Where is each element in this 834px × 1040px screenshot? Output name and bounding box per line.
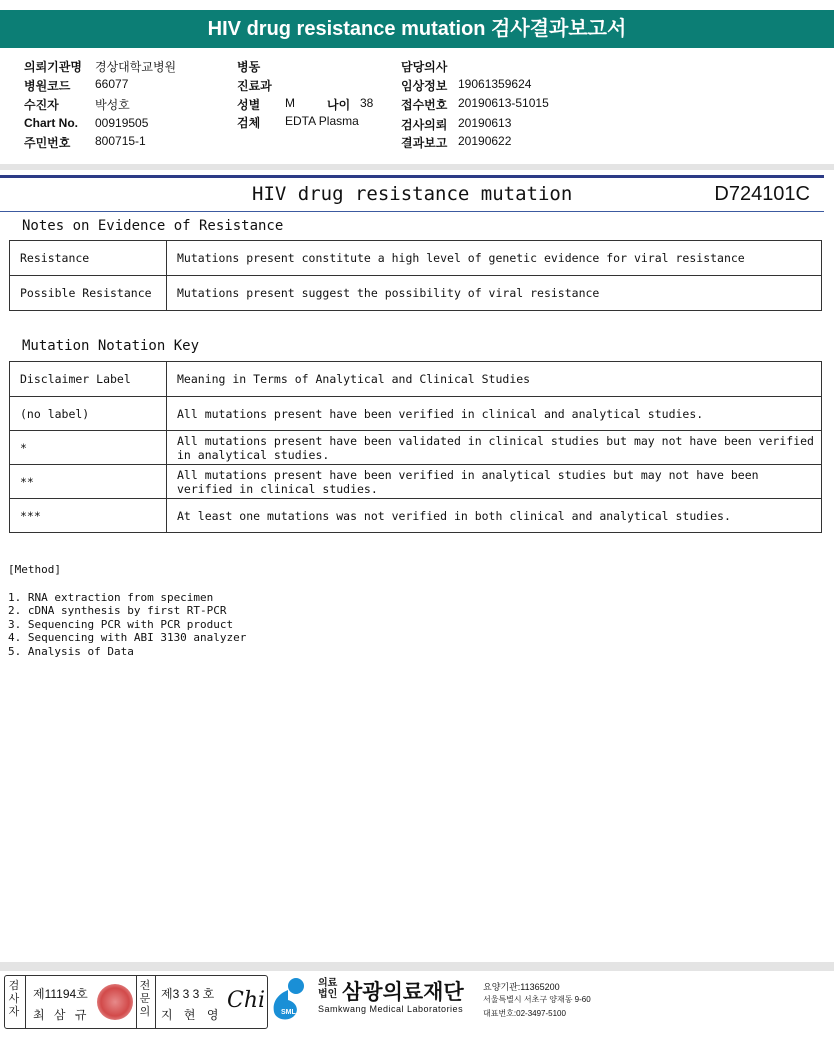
ward-label: 병동 xyxy=(237,60,261,74)
evidence-text-cell: Mutations present constitute a high level of genetic evidence for viral resistance xyxy=(167,241,822,276)
table-row xyxy=(10,276,822,311)
footer-divider xyxy=(0,962,834,971)
notation-label-cell: ** xyxy=(10,465,167,499)
institution-value: 경상대학교병원 xyxy=(95,60,177,74)
receipt-no-value: 20190613-51015 xyxy=(458,96,549,110)
examiner-license: 제11194호 xyxy=(33,987,88,1001)
examiner-name: 최 삼 규 xyxy=(33,1008,90,1022)
signature-box xyxy=(4,975,268,1029)
evidence-label-cell: Possible Resistance xyxy=(10,276,167,311)
org-name: 삼광의료재단 xyxy=(342,981,464,1004)
patient-info-block xyxy=(0,50,834,165)
org-address: 서울특별시 서초구 양재동 9-60 xyxy=(483,995,591,1004)
age-value: 38 xyxy=(360,96,374,110)
method-step: 1. RNA extraction from specimen xyxy=(8,590,214,604)
specimen-label: 검체 xyxy=(237,116,261,130)
examiner-label: 검사자 xyxy=(8,980,20,1018)
title-underline xyxy=(0,211,824,212)
evidence-label-cell: Resistance xyxy=(10,241,167,276)
sex-label: 성별 xyxy=(237,98,261,112)
divider xyxy=(25,976,26,1028)
hospital-code-value: 66077 xyxy=(95,77,129,91)
hospital-code-label: 병원코드 xyxy=(24,79,71,93)
table-row xyxy=(10,362,822,397)
specialist-license: 제3 3 3 호 xyxy=(161,987,215,1001)
resident-no-value: 800715-1 xyxy=(95,134,146,148)
department-label: 진료과 xyxy=(237,79,272,93)
clinical-info-value: 19061359624 xyxy=(458,77,532,91)
org-english-name: Samkwang Medical Laboratories xyxy=(318,1004,464,1014)
physician-label: 담당의사 xyxy=(401,60,448,74)
divider xyxy=(136,976,137,1028)
sml-logo-icon xyxy=(268,976,308,1022)
notation-text-cell: At least one mutations was not verified in both clinical and analytical studies. xyxy=(167,499,822,533)
patient-name-value: 박성호 xyxy=(95,98,130,112)
requested-value: 20190613 xyxy=(458,116,512,130)
signature-mark: Chi xyxy=(227,988,266,1013)
method-step: 3. Sequencing PCR with PCR product xyxy=(8,617,234,631)
reported-value: 20190622 xyxy=(458,134,512,148)
age-label: 나이 xyxy=(327,98,351,112)
report-code: D724101C xyxy=(714,183,810,205)
org-code: 요양기관:11365200 xyxy=(483,982,560,992)
notation-label-cell: Disclaimer Label xyxy=(10,362,167,397)
table-row xyxy=(10,465,822,499)
table-row xyxy=(10,397,822,431)
method-step: 4. Sequencing with ABI 3130 analyzer xyxy=(8,631,247,644)
chart-no-label: Chart No. xyxy=(24,116,78,130)
resident-no-label: 주민번호 xyxy=(24,136,71,150)
divider xyxy=(155,976,156,1028)
reported-label: 결과보고 xyxy=(401,136,448,150)
seal-stamp-icon xyxy=(97,984,133,1020)
specialist-name: 지 현 영 xyxy=(161,1008,223,1022)
receipt-no-label: 접수번호 xyxy=(401,98,448,112)
specimen-value: EDTA Plasma xyxy=(285,114,359,128)
report-title: HIV drug resistance mutation xyxy=(252,183,573,205)
notation-heading: Mutation Notation Key xyxy=(22,338,200,354)
report-banner-title: HIV drug resistance mutation 검사결과보고서 xyxy=(0,10,834,48)
section-divider xyxy=(0,164,834,170)
title-rule xyxy=(0,175,824,178)
method-step: 2. cDNA synthesis by first RT-PCR xyxy=(8,604,227,617)
evidence-table xyxy=(9,240,822,311)
specialist-label: 전문의 xyxy=(139,980,151,1018)
institution-label: 의뢰기관명 xyxy=(24,60,82,74)
table-row xyxy=(10,431,822,465)
patient-name-label: 수진자 xyxy=(24,98,59,112)
org-prefix: 의료법인 xyxy=(318,978,338,1000)
clinical-info-label: 임상정보 xyxy=(401,79,448,93)
notation-label-cell: (no label) xyxy=(10,397,167,431)
org-phone: 대표번호:02-3497-5100 xyxy=(483,1009,566,1018)
notation-text-cell: All mutations present have been verified in clinical and analytical studies. xyxy=(167,397,822,431)
evidence-text-cell: Mutations present suggest the possibility of viral resistance xyxy=(167,276,822,311)
method-heading: [Method] xyxy=(8,563,61,576)
notation-text-cell: Meaning in Terms of Analytical and Clinical Studies xyxy=(167,362,822,397)
notation-text-cell: All mutations present have been validated in clinical studies but may not have been verified in analytical studies. xyxy=(167,431,822,465)
notation-table xyxy=(9,361,822,533)
table-row xyxy=(10,241,822,276)
table-row xyxy=(10,499,822,533)
method-section xyxy=(8,563,246,658)
evidence-heading: Notes on Evidence of Resistance xyxy=(22,218,284,234)
logo-text: SML xyxy=(281,1009,296,1016)
requested-label: 검사의뢰 xyxy=(401,118,448,132)
sex-value: M xyxy=(285,96,295,110)
chart-no-value: 00919505 xyxy=(95,116,149,130)
notation-label-cell: * xyxy=(10,431,167,465)
notation-label-cell: *** xyxy=(10,499,167,533)
method-step: 5. Analysis of Data xyxy=(8,644,134,658)
notation-text-cell: All mutations present have been verified in analytical studies but may not have been verified in clinical studies. xyxy=(167,465,822,499)
